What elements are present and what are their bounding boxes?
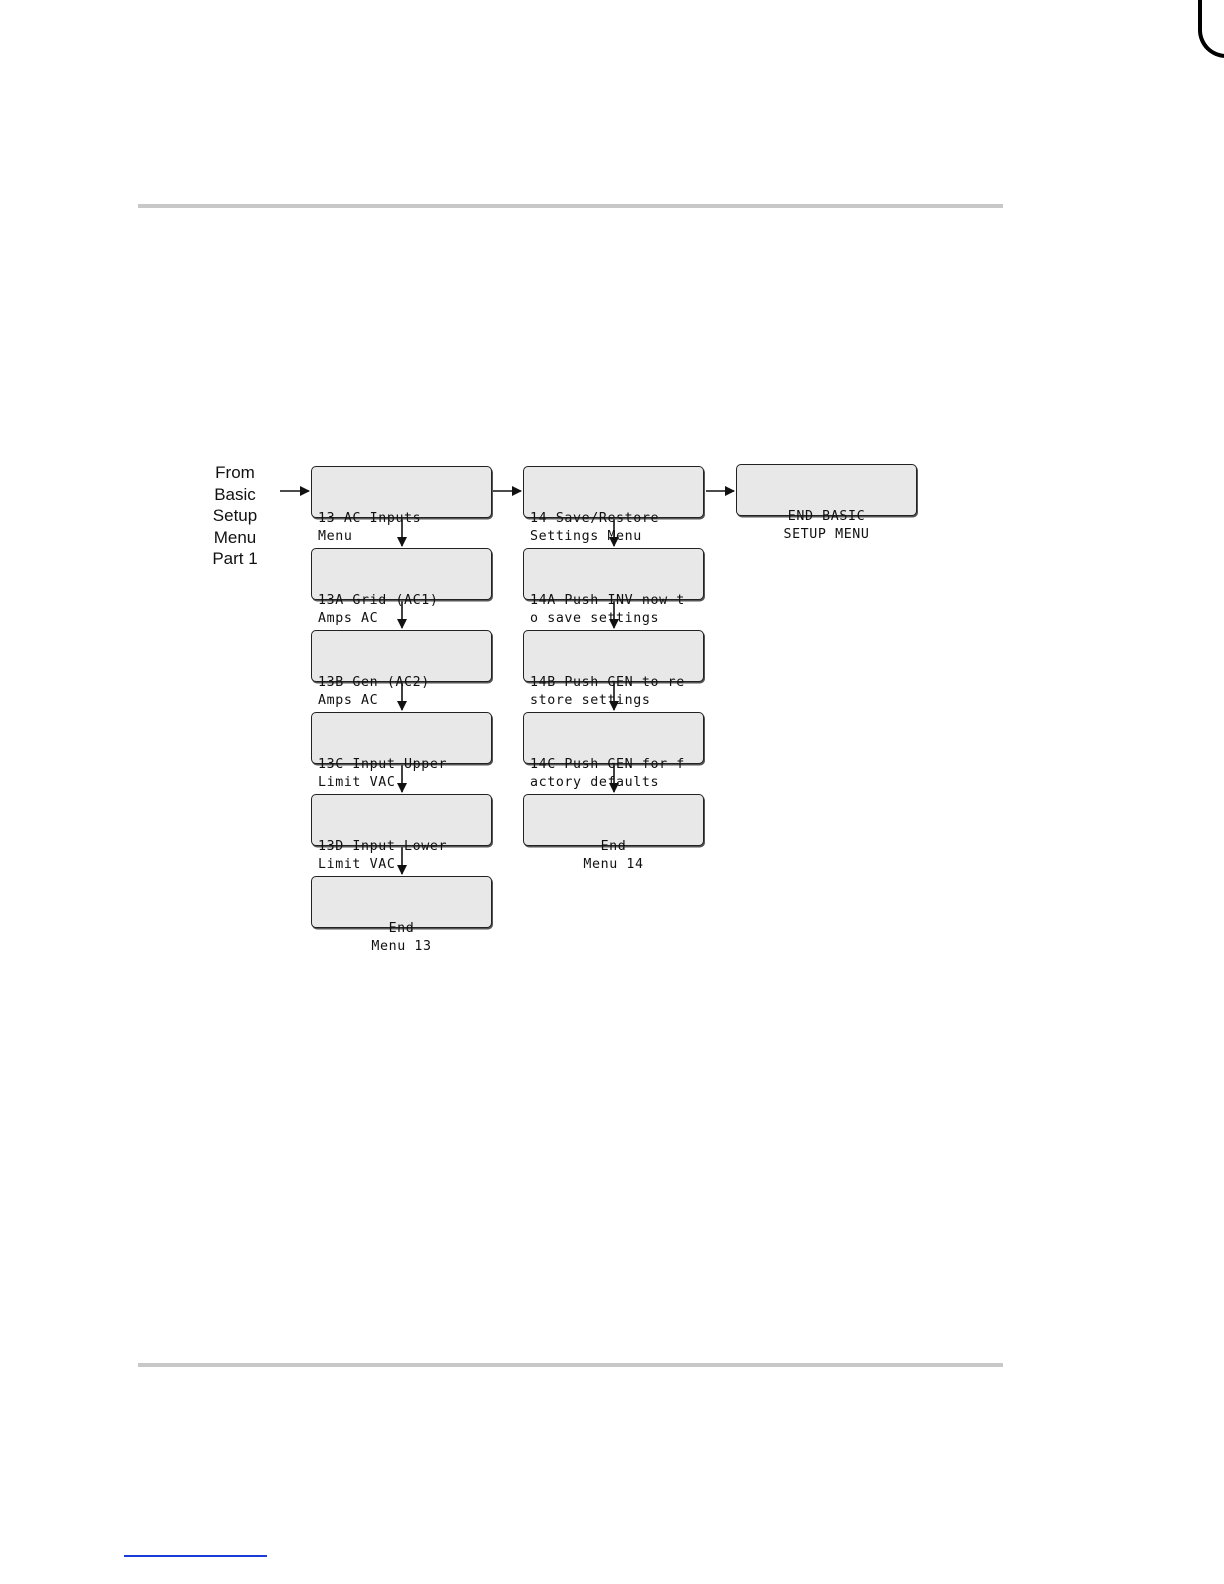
menu-box-14b: 14B Push GEN to re store settings [523, 630, 704, 682]
menu-box-13c: 13C Input Upper Limit VAC [311, 712, 492, 764]
menu-box-end-basic-setup: END BASIC SETUP MENU [736, 464, 917, 516]
menu-box-end-14: End Menu 14 [523, 794, 704, 846]
footer-link-underline[interactable] [124, 1555, 267, 1557]
footer-rule [138, 1363, 1003, 1367]
menu-box-13d: 13D Input Lower Limit VAC [311, 794, 492, 846]
menu-box-14a: 14A Push INV now t o save settings [523, 548, 704, 600]
menu-box-14c: 14C Push GEN for f actory defaults [523, 712, 704, 764]
menu-box-13a: 13A Grid (AC1) Amps AC [311, 548, 492, 600]
from-basic-setup-label: From Basic Setup Menu Part 1 [212, 463, 258, 568]
menu-box-13b: 13B Gen (AC2) Amps AC [311, 630, 492, 682]
menu-box-14: 14 Save/Restore Settings Menu [523, 466, 704, 518]
menu-box-13: 13 AC Inputs Menu [311, 466, 492, 518]
menu-box-end-13: End Menu 13 [311, 876, 492, 928]
